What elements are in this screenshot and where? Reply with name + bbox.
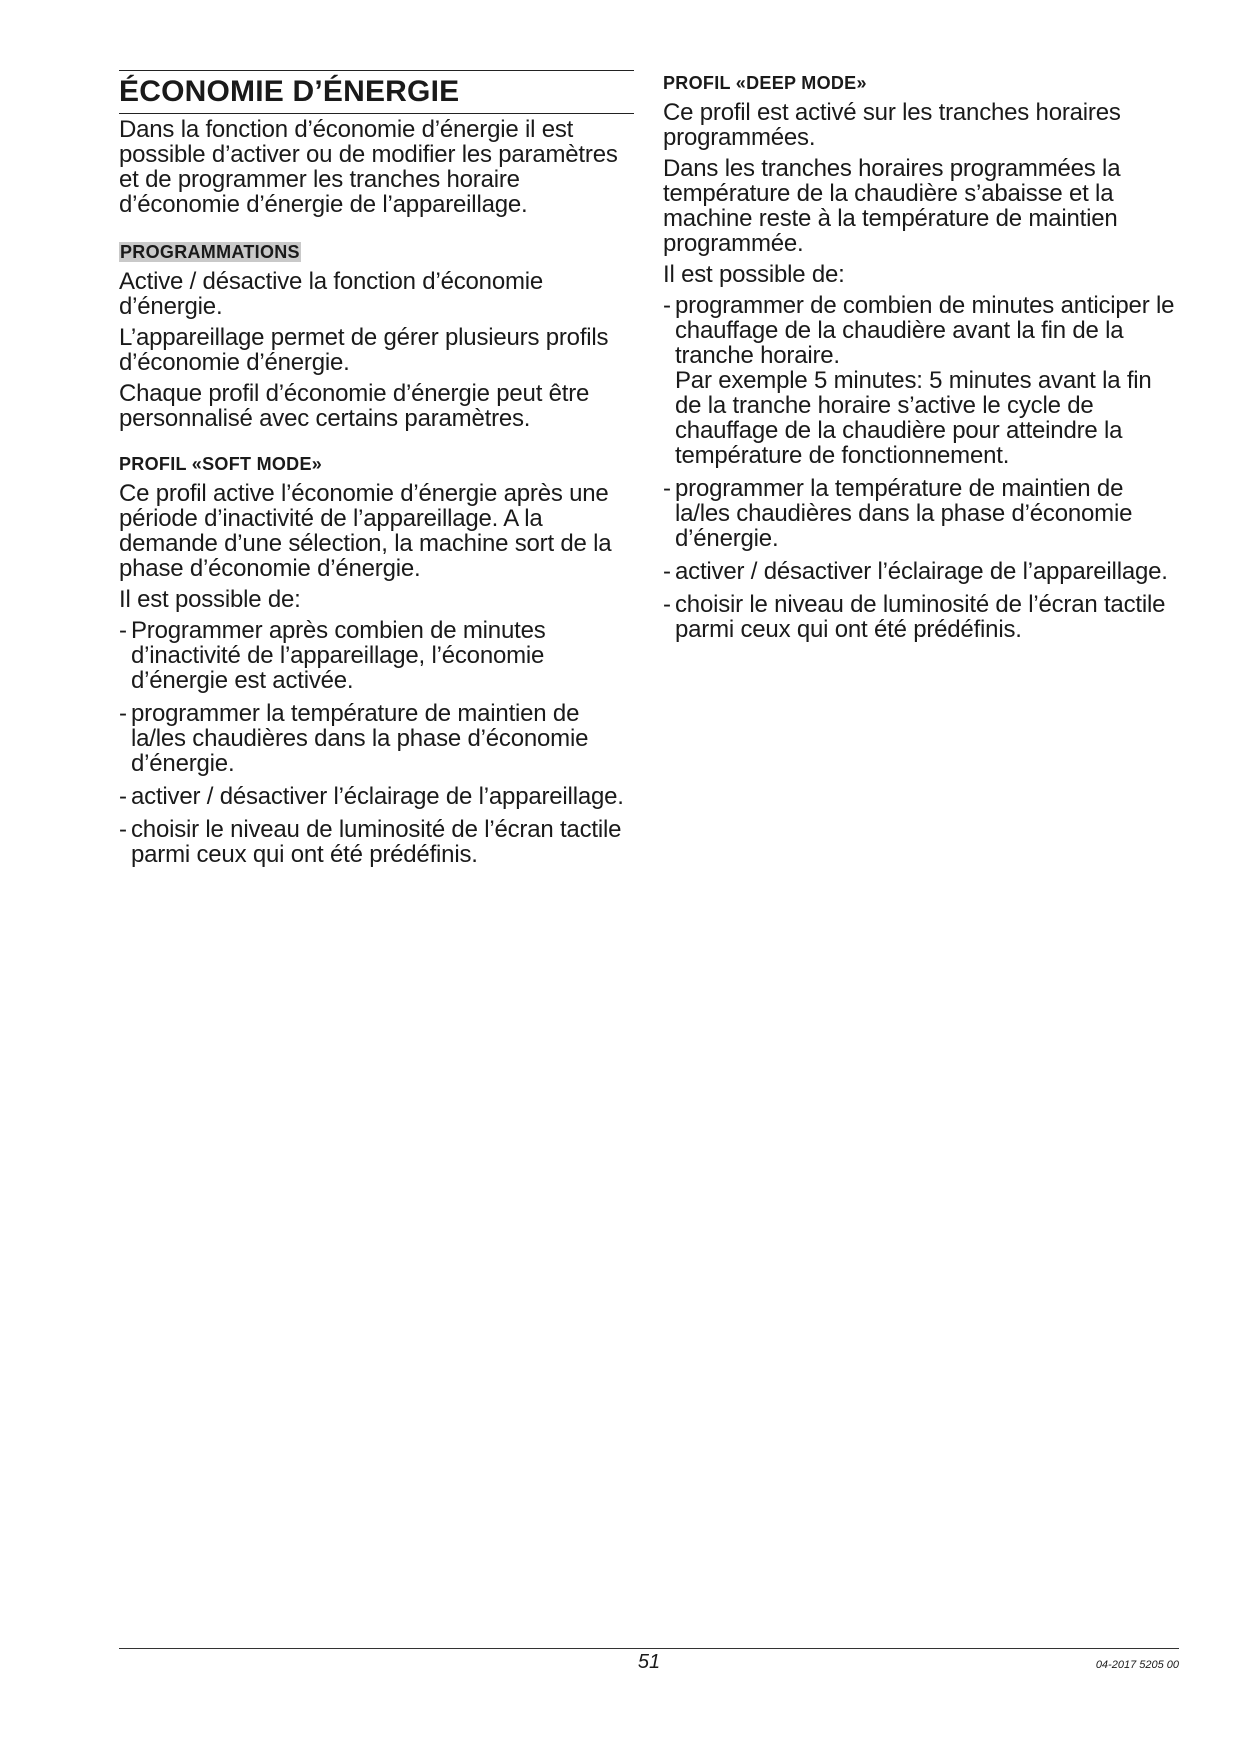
programmations-heading-text: PROGRAMMATIONS: [120, 241, 300, 262]
dash-mark: -: [663, 292, 671, 319]
list-item: [119, 784, 634, 809]
footer-rule: [119, 1648, 1179, 1649]
dash-mark: -: [119, 616, 127, 644]
list-item-text: choisir le niveau de luminosité de l’écran tactile parmi ceux qui ont été prédéfinis.: [675, 591, 1166, 643]
programmations-paragraph-3: Chaque profil d’économie d’énergie peut être personnalisé avec certains paramètres.: [119, 379, 590, 432]
section-title: ÉCONOMIE D’ÉNERGIE: [119, 71, 634, 114]
deep-mode-paragraph-3: Il est possible de:: [663, 261, 845, 288]
deep-mode-list: [663, 293, 1183, 642]
page-number: 51: [637, 1651, 661, 1673]
soft-mode-heading: PROFIL «SOFT MODE»: [119, 453, 323, 474]
list-item-text: choisir le niveau de luminosité de l’écran tactile parmi ceux qui ont été prédéfinis.: [131, 815, 622, 868]
programmations-heading: [119, 241, 634, 263]
list-item-example: Par exemple 5 minutes: 5 minutes avant la fin de la tranche horaire s’active le cycle de chauffage de la chaudière pour atteindre la température de fonctionnement.: [675, 367, 1152, 469]
programmations-paragraph-1: Active / désactive la fonction d’économie d’énergie.: [119, 267, 544, 320]
soft-mode-paragraph-2: Il est possible de:: [119, 585, 301, 613]
deep-mode-paragraph-2: Dans les tranches horaires programmées la température de la chaudière s’abaisse et la machine reste à la température de maintien programmée.: [663, 155, 1121, 257]
dash-mark: -: [663, 591, 671, 618]
list-item-text: activer / désactiver l’éclairage de l’appareillage.: [675, 558, 1168, 585]
soft-mode-paragraph-1: Ce profil active l’économie d’énergie après une période d’inactivité de l’appareillage. A la demande d’une sélection, la machine sort de la phase d’économie d’énergie.: [119, 479, 612, 582]
list-item: [119, 618, 634, 693]
soft-mode-list: [119, 618, 634, 867]
deep-mode-paragraph-1: Ce profil est activé sur les tranches horaires programmées.: [663, 99, 1121, 151]
dash-mark: -: [119, 699, 127, 727]
list-item: [663, 559, 1183, 584]
dash-mark: -: [119, 782, 127, 810]
dash-mark: -: [119, 815, 127, 843]
programmations-paragraph-2: L’appareillage permet de gérer plusieurs profils d’économie d’énergie.: [119, 323, 609, 376]
list-item: [663, 592, 1183, 642]
list-item: [663, 476, 1183, 551]
list-item-text: activer / désactiver l’éclairage de l’appareillage.: [131, 782, 624, 810]
dash-mark: -: [663, 475, 671, 502]
left-column: [119, 70, 634, 875]
list-item-text: programmer la température de maintien de la/les chaudières dans la phase d’économie d’énergie.: [131, 699, 589, 777]
right-column: [663, 72, 1183, 650]
list-item-text: Programmer après combien de minutes d’inactivité de l’appareillage, l’économie d’énergie est activée.: [131, 616, 546, 694]
dash-mark: -: [663, 558, 671, 585]
deep-mode-heading: PROFIL «DEEP MODE»: [663, 73, 867, 93]
list-item-text: programmer la température de maintien de la/les chaudières dans la phase d’économie d’énergie.: [675, 475, 1133, 552]
list-item: [119, 701, 634, 776]
intro-paragraph: Dans la fonction d’économie d’énergie il est possible d’activer ou de modifier les paramètres et de programmer les tranches horaire d’économie d’énergie de l’appareillage.: [119, 115, 618, 218]
list-item: [119, 817, 634, 867]
list-item-text: programmer de combien de minutes anticiper le chauffage de la chaudière avant la fin de la tranche horaire.: [675, 292, 1175, 369]
document-code: 04-2017 5205 00: [1095, 1659, 1179, 1671]
list-item: [663, 293, 1183, 468]
